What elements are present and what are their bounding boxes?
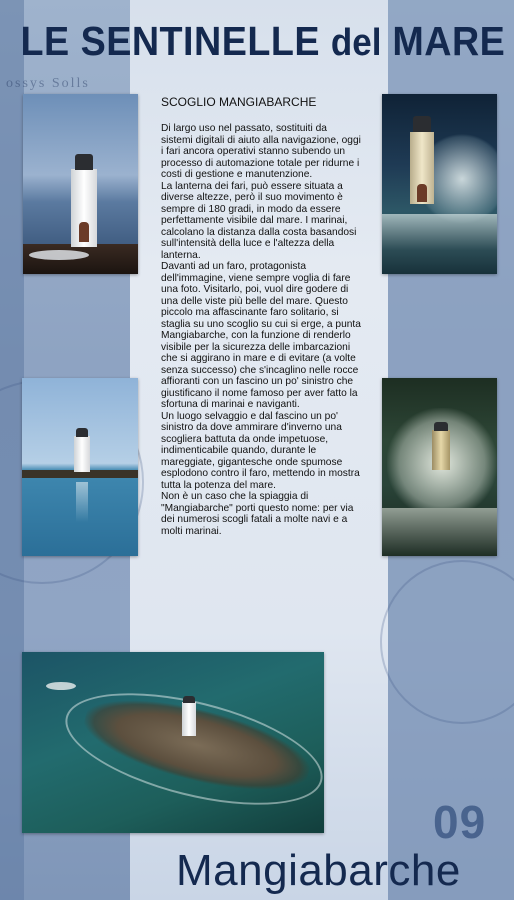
article-body [161, 123, 361, 537]
lighthouse-tower [432, 430, 450, 470]
lighthouse-door [417, 184, 427, 202]
article-paragraph: Un luogo selvaggio e dal fascino un po' sinistro da dove ammirare d'inverno una scogliera battuta da onde impetuose, indimenticabile quando, durante le mareggiate, gigantesche onde spumose esplodono contro il faro, mettendo in mostra tutta la potenza del mare. [161, 410, 360, 491]
title-small: del [330, 22, 382, 64]
water-reflection [76, 482, 88, 522]
lighthouse-tower [182, 702, 196, 736]
lighthouse-door [79, 222, 89, 242]
article-paragraph: Davanti ad un faro, protagonista dell'immagine, viene sempre voglia di fare una foto. Visitarlo, poi, vuol dire godere di una delle viste più belle del mare. Questo piccolo ma affascinante faro solitario, si staglia su uno scoglio su cui si erge, a punta Mangiabarche, con la funzione di renderlo visibile per la sicurezza delle imbarcazioni che si aggirano in mare e di evitare (a volte senza successo) che s'incaglino nelle rocce affioranti con un fascino un po' sinistro che giustificano il nome famoso per aver fatto la sfortuna di marinai e naviganti. [161, 261, 361, 410]
article-paragraph: Di largo uso nel passato, sostituiti da sistemi digitali di aiuto alla navigazione, oggi i fari ancora operativi stanno subendo un processo di automazione totale per ridurne i costi di gestione e manutenzione. [161, 123, 361, 180]
lantern-room [183, 696, 195, 703]
article-title: SCOGLIO MANGIABARCHE [161, 95, 317, 109]
photo-lighthouse-storm [382, 94, 497, 274]
article-paragraph: Non è un caso che la spiaggia di "Mangiabarche" porti questo nome: per via dei numerosi scogli fatali a molte navi e a molti marinai. [161, 491, 354, 537]
wave-foam [29, 250, 89, 260]
title-main: LE SENTINELLE [20, 18, 320, 64]
photo-lighthouse-giant-wave [382, 378, 497, 556]
article-paragraph: La lanterna dei fari, può essere situata a diverse altezze, però il suo movimento è sempre di 180 gradi, in modo da essere perfettamente visibile dal mare. I marinai, calcolano la distanza dalla costa basandosi sull'intensità della luce e l'altezza della lanterna. [161, 180, 357, 261]
background-map-lettering: ossys Solls [6, 76, 90, 91]
lantern-room [76, 428, 88, 437]
foamy-sea [382, 508, 497, 556]
lantern-room [434, 422, 448, 431]
photo-aerial-lighthouse-reef [22, 652, 324, 833]
breaking-waves [382, 214, 497, 274]
footer-place-name: Mangiabarche [176, 846, 461, 895]
page-number: 09 [433, 796, 487, 848]
lighthouse-tower [74, 436, 90, 472]
small-rock-foam [46, 682, 76, 690]
lantern-room [75, 154, 93, 170]
photo-lighthouse-dusk [23, 94, 138, 274]
photo-lighthouse-calm-sea [22, 378, 138, 556]
title-end: MARE [392, 18, 506, 64]
page-title [20, 18, 506, 65]
lantern-room [413, 116, 431, 132]
